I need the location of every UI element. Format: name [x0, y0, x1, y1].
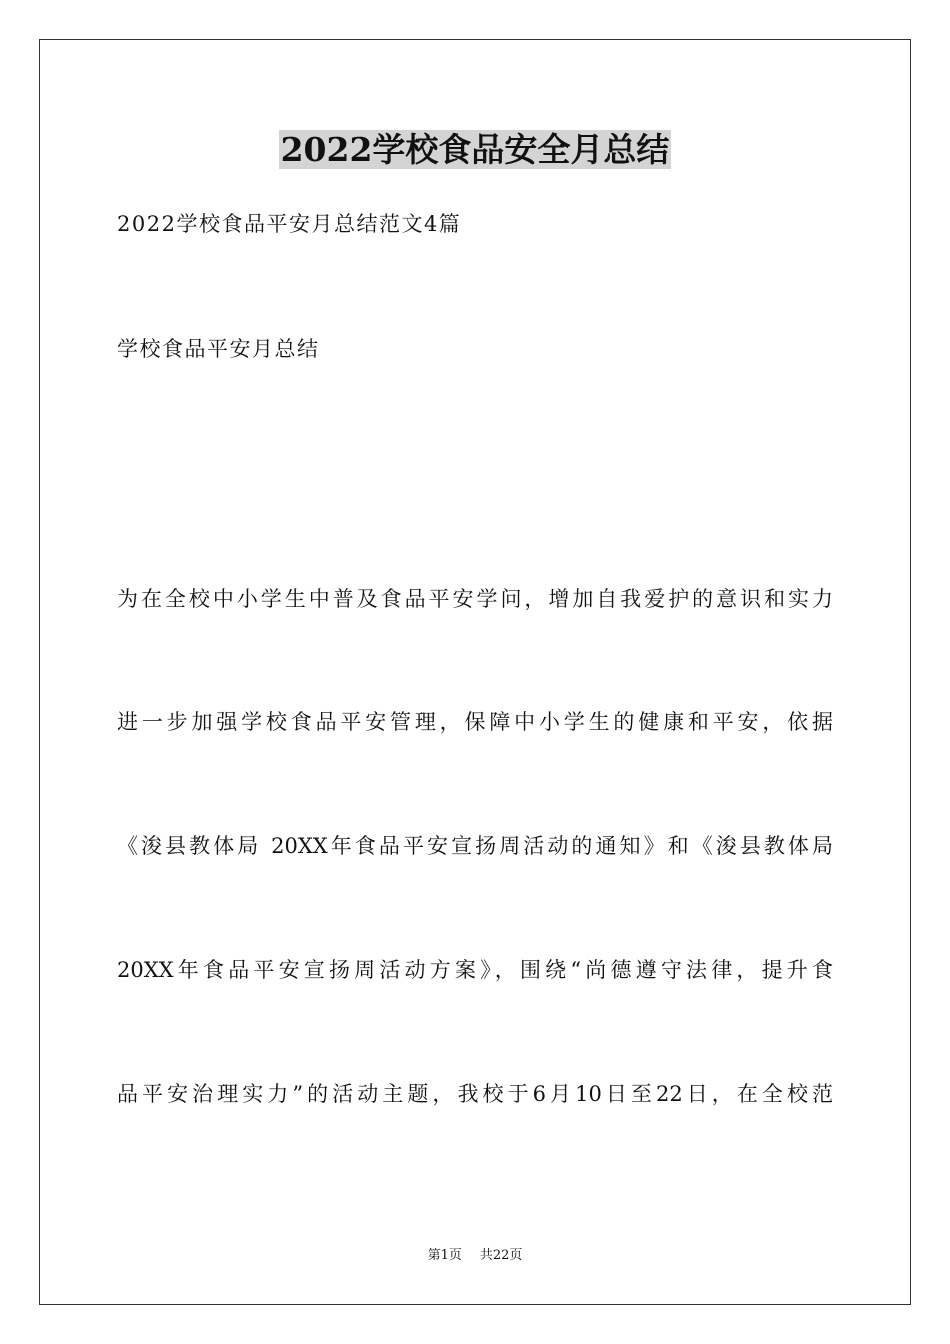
page-total: 共22页 [479, 1248, 523, 1263]
body-line-2: 进一步加强学校食品平安管理，保障中小学生的健康和平安，依据 [117, 710, 833, 734]
body-line-5: 品平安治理实力”的活动主题，我校于6月10日至22日，在全校范 [117, 1082, 833, 1106]
body-line-4: 20XX年食品平安宣扬周活动方案》，围绕“尚德遵守法律，提升食 [117, 958, 833, 982]
document-title-text: 2022学校食品安全月总结 [280, 130, 670, 169]
section-heading: 学校食品平安月总结 [117, 337, 320, 361]
page-number: 第1页 [427, 1248, 462, 1263]
page-footer [0, 1247, 950, 1265]
body-line-1: 为在全校中小学生中普及食品平安学问，增加自我爱护的意识和实力 [117, 587, 833, 611]
document-title [0, 128, 950, 172]
document-subtitle: 2022学校食品平安月总结范文4篇 [117, 212, 462, 236]
body-line-3: 《浚县教体局 20XX年食品平安宣扬周活动的通知》和《浚县教体局 [117, 834, 833, 858]
